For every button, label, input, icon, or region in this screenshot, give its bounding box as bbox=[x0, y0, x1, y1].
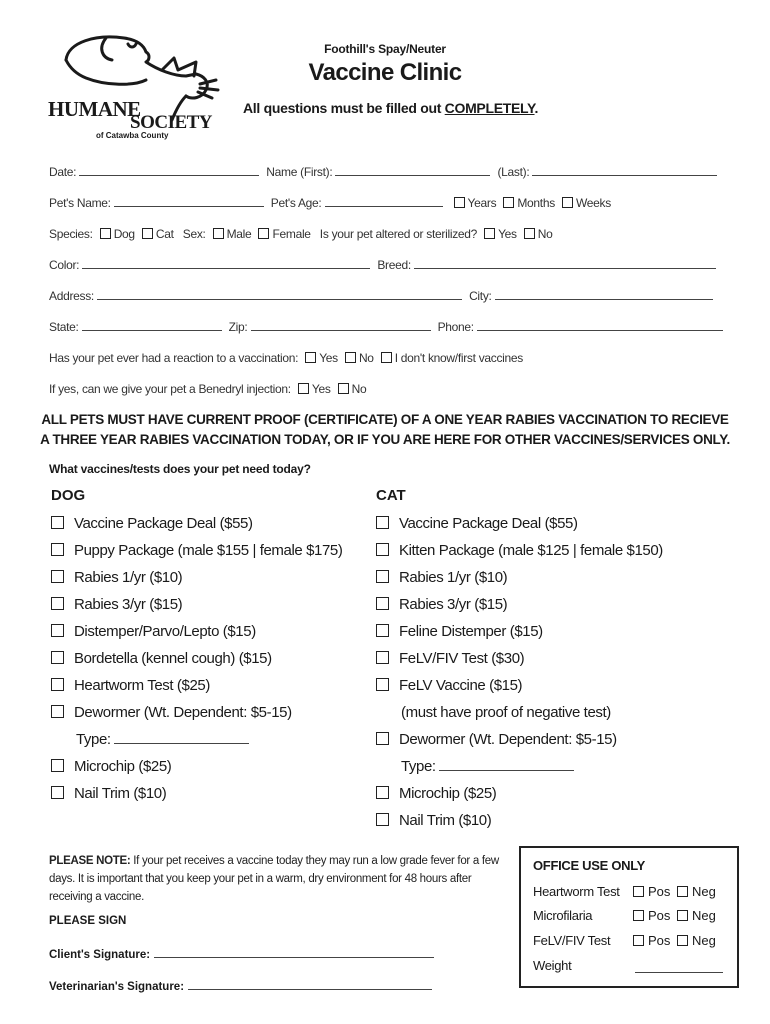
clinic-location: Foothill's Spay/Neuter bbox=[324, 42, 446, 56]
office-row-options: Pos Neg bbox=[633, 884, 716, 899]
checkbox-icon[interactable] bbox=[633, 910, 644, 921]
list-item[interactable]: Rabies 3/yr ($15) bbox=[51, 596, 182, 613]
svg-text:SOCIETY: SOCIETY bbox=[130, 112, 213, 133]
list-item[interactable]: Heartworm Test ($25) bbox=[51, 677, 210, 694]
checkbox-icon[interactable] bbox=[677, 886, 688, 897]
date-label: Date: bbox=[49, 165, 77, 179]
list-item[interactable]: Vaccine Package Deal ($55) bbox=[51, 515, 253, 532]
checkbox-icon[interactable] bbox=[524, 228, 535, 239]
office-row-options: Pos Neg bbox=[633, 908, 716, 923]
checkbox-icon[interactable] bbox=[142, 228, 153, 239]
checkbox-icon[interactable] bbox=[633, 886, 644, 897]
vet-signature-row: Veterinarian's Signature: bbox=[49, 979, 432, 993]
color-field[interactable] bbox=[82, 258, 370, 269]
list-item[interactable]: Microchip ($25) bbox=[376, 785, 496, 802]
dewormer-type: Type: bbox=[51, 731, 249, 748]
list-item[interactable]: FeLV/FIV Test ($30) bbox=[376, 650, 524, 667]
date-field[interactable] bbox=[79, 165, 259, 176]
org-name: HUMANE bbox=[48, 97, 141, 121]
breed-field[interactable] bbox=[414, 258, 716, 269]
last-name-field[interactable] bbox=[532, 165, 717, 176]
checkbox-icon[interactable] bbox=[51, 597, 64, 610]
office-row-label: Microfilaria bbox=[533, 908, 593, 923]
checkbox-icon[interactable] bbox=[484, 228, 495, 239]
checkbox-icon[interactable] bbox=[381, 352, 392, 363]
dewormer-type: Type: bbox=[376, 758, 574, 775]
rabies-notice: ALL PETS MUST HAVE CURRENT PROOF (CERTIFICATE) OF A ONE YEAR RABIES VACCINATION TO RECIEVE A THREE YEAR RABIES VACCINATION TODAY, OR IF YOU ARE HERE FOR OTHER VACCINES/SERVICES ONLY. bbox=[40, 412, 730, 447]
office-use-box bbox=[519, 846, 739, 988]
list-item[interactable]: Rabies 3/yr ($15) bbox=[376, 596, 507, 613]
list-item[interactable]: Rabies 1/yr ($10) bbox=[51, 569, 182, 586]
checkbox-icon[interactable] bbox=[338, 383, 349, 394]
checkbox-icon[interactable] bbox=[51, 759, 64, 772]
first-name-label: Name (First): bbox=[266, 165, 333, 179]
checkbox-icon[interactable] bbox=[376, 624, 389, 637]
last-name-label: (Last): bbox=[497, 165, 530, 179]
list-item[interactable]: Dewormer (Wt. Dependent: $5-15) bbox=[51, 704, 292, 721]
page-title: Vaccine Clinic bbox=[308, 59, 462, 86]
cat-heading: CAT bbox=[376, 487, 406, 504]
list-item[interactable]: Puppy Package (male $155 | female $175) bbox=[51, 542, 342, 559]
list-item[interactable]: Nail Trim ($10) bbox=[51, 785, 166, 802]
please-sign-heading: PLEASE SIGN bbox=[49, 915, 127, 927]
vaccines-question: What vaccines/tests does your pet need today? bbox=[49, 462, 311, 476]
checkbox-icon[interactable] bbox=[376, 678, 389, 691]
checkbox-icon[interactable] bbox=[51, 570, 64, 583]
form-row-address: Address: City: bbox=[49, 289, 717, 303]
checkbox-icon[interactable] bbox=[100, 228, 111, 239]
checkbox-icon[interactable] bbox=[376, 813, 389, 826]
checkbox-icon[interactable] bbox=[677, 910, 688, 921]
list-item[interactable]: Kitten Package (male $125 | female $150) bbox=[376, 542, 663, 559]
state-field[interactable] bbox=[82, 320, 222, 331]
checkbox-icon[interactable] bbox=[298, 383, 309, 394]
office-row-label: Heartworm Test bbox=[533, 884, 620, 899]
form-row-benedryl: If yes, can we give your pet a Benedryl injection: Yes No bbox=[49, 382, 367, 396]
checkbox-icon[interactable] bbox=[376, 651, 389, 664]
list-item[interactable]: Nail Trim ($10) bbox=[376, 812, 491, 829]
checkbox-icon[interactable] bbox=[633, 935, 644, 946]
city-field[interactable] bbox=[495, 289, 713, 300]
checkbox-icon[interactable] bbox=[258, 228, 269, 239]
checkbox-icon[interactable] bbox=[51, 516, 64, 529]
list-item[interactable]: Feline Distemper ($15) bbox=[376, 623, 543, 640]
client-signature-field[interactable] bbox=[154, 947, 434, 958]
list-item[interactable]: Microchip ($25) bbox=[51, 758, 171, 775]
list-item[interactable]: Dewormer (Wt. Dependent: $5-15) bbox=[376, 731, 617, 748]
pet-name-label: Pet's Name: bbox=[49, 196, 111, 210]
checkbox-icon[interactable] bbox=[51, 543, 64, 556]
checkbox-icon[interactable] bbox=[376, 732, 389, 745]
org-subtitle: of Catawba County bbox=[96, 131, 169, 140]
office-use-title: OFFICE USE ONLY bbox=[533, 858, 646, 873]
list-item[interactable]: Distemper/Parvo/Lepto ($15) bbox=[51, 623, 256, 640]
checkbox-icon[interactable] bbox=[562, 197, 573, 208]
completion-note: All questions must be filled out COMPLETELY. bbox=[243, 100, 539, 116]
form-row-color: Color: Breed: bbox=[49, 258, 720, 272]
checkbox-icon[interactable] bbox=[376, 516, 389, 529]
phone-field[interactable] bbox=[477, 320, 723, 331]
cat-dewormer-type-field[interactable] bbox=[439, 758, 574, 771]
pet-age-field[interactable] bbox=[325, 196, 443, 207]
checkbox-icon[interactable] bbox=[51, 705, 64, 718]
office-row-label: FeLV/FIV Test bbox=[533, 933, 611, 948]
list-item[interactable]: Rabies 1/yr ($10) bbox=[376, 569, 507, 586]
zip-field[interactable] bbox=[251, 320, 431, 331]
checkbox-icon[interactable] bbox=[376, 597, 389, 610]
office-row-options: Pos Neg bbox=[633, 933, 716, 948]
checkbox-icon[interactable] bbox=[677, 935, 688, 946]
dog-dewormer-type-field[interactable] bbox=[114, 731, 249, 744]
list-item[interactable]: Vaccine Package Deal ($55) bbox=[376, 515, 578, 532]
form-row-reaction: Has your pet ever had a reaction to a vaccination: Yes No I don't know/first vaccines bbox=[49, 351, 523, 365]
checkbox-icon[interactable] bbox=[51, 678, 64, 691]
checkbox-icon[interactable] bbox=[376, 543, 389, 556]
client-signature-row: Client's Signature: bbox=[49, 947, 434, 961]
list-item[interactable]: FeLV Vaccine ($15) bbox=[376, 677, 522, 694]
checkbox-icon[interactable] bbox=[454, 197, 465, 208]
form-row-date-name bbox=[49, 165, 721, 179]
checkbox-icon[interactable] bbox=[305, 352, 316, 363]
office-row-label: Weight bbox=[533, 958, 572, 973]
pet-age-label: Pet's Age: bbox=[270, 196, 322, 210]
dog-heading: DOG bbox=[51, 487, 86, 504]
list-item[interactable]: Bordetella (kennel cough) ($15) bbox=[51, 650, 272, 667]
weight-field[interactable] bbox=[635, 972, 723, 973]
checkbox-icon[interactable] bbox=[51, 786, 64, 799]
felv-note: (must have proof of negative test) bbox=[401, 704, 611, 721]
checkbox-icon[interactable] bbox=[503, 197, 514, 208]
checkbox-icon[interactable] bbox=[345, 352, 356, 363]
form-row-species: Species: Dog Cat Sex: Male Female Is your pet altered or sterilized? Yes No bbox=[49, 227, 553, 241]
checkbox-icon[interactable] bbox=[213, 228, 224, 239]
address-field[interactable] bbox=[97, 289, 462, 300]
form-row-pet: Pet's Name: Pet's Age: Years Months Weeks bbox=[49, 196, 611, 210]
please-note: PLEASE NOTE: If your pet receives a vaccine today they may run a low grade fever for a few days. It is important that you keep your pet in a warm, dry environment for 48 hours after receiving a vaccine. bbox=[49, 855, 499, 903]
checkbox-icon[interactable] bbox=[376, 786, 389, 799]
checkbox-icon[interactable] bbox=[376, 570, 389, 583]
form-row-state: State: Zip: Phone: bbox=[49, 320, 727, 334]
checkbox-icon[interactable] bbox=[51, 651, 64, 664]
checkbox-icon[interactable] bbox=[51, 624, 64, 637]
pet-name-field[interactable] bbox=[114, 196, 264, 207]
vet-signature-field[interactable] bbox=[188, 979, 432, 990]
first-name-field[interactable] bbox=[335, 165, 490, 176]
